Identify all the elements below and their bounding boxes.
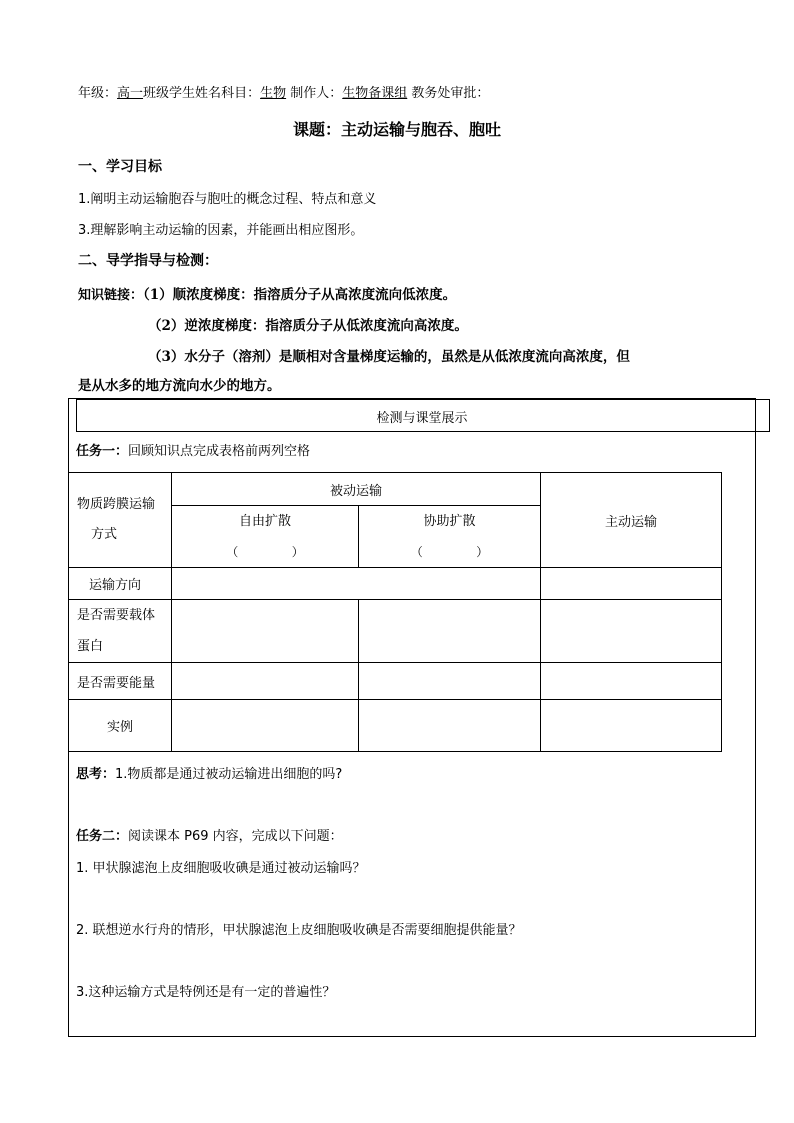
header-line xyxy=(78,82,489,101)
row-label-example: 实例 xyxy=(69,700,172,752)
task2-text: 阅读课本 P69 内容，完成以下问题： xyxy=(128,829,343,844)
approval-label: 教务处审批： xyxy=(407,86,490,101)
knowledge-label: 知识链接： xyxy=(78,288,144,303)
cell-direction-active[interactable] xyxy=(541,568,722,600)
grade-value: 高一 xyxy=(117,86,144,101)
class-label: 班级 xyxy=(143,86,170,101)
cell-carrier-assisted[interactable] xyxy=(359,600,541,663)
task1-text: 回顾知识点完成表格前两列空格 xyxy=(128,444,311,459)
row-label-carrier xyxy=(69,600,172,663)
student-label: 学生姓名 xyxy=(169,86,222,101)
task2-question-3: 3.这种运输方式是特例还是有一定的普遍性？ xyxy=(76,985,336,1000)
knowledge-point-2: （2）逆浓度梯度：指溶质分子从低浓度流向高浓度。 xyxy=(148,318,468,334)
row-label-carrier-line2: 蛋白 xyxy=(77,639,104,654)
grade-label: 年级： xyxy=(78,86,118,101)
think-label: 思考： xyxy=(76,767,116,782)
maker-value: 生物备课组 xyxy=(342,86,408,101)
subject-label: 科目： xyxy=(221,86,261,101)
table-header-passive: 被动运输 xyxy=(172,473,541,506)
goal-item-1: 1.阐明主动运输胞吞与胞吐的概念过程、特点和意义 xyxy=(78,192,377,207)
section-heading-guide: 二、导学指导与检测： xyxy=(78,253,218,269)
box-title: 检测与课堂展示 xyxy=(376,411,468,426)
assisted-diffusion-label: 协助扩散 xyxy=(423,513,476,529)
subject-value: 生物 xyxy=(260,86,287,101)
task2-line xyxy=(76,825,343,844)
goal-item-2: 3.理解影响主动运输的因素，并能画出相应图形。 xyxy=(78,223,364,238)
row-label-carrier-line1: 是否需要载体 xyxy=(77,608,156,623)
table-header-free-diffusion xyxy=(172,506,359,568)
knowledge-point-3a: （3）水分子（溶剂）是顺相对含量梯度运输的，虽然是从低浓度流向高浓度，但 xyxy=(148,349,630,365)
row-label-direction: 运输方向 xyxy=(69,568,172,600)
cell-energy-active[interactable] xyxy=(541,663,722,700)
cell-energy-free[interactable] xyxy=(172,663,359,700)
task2-question-2: 2. 联想逆水行舟的情形，甲状腺滤泡上皮细胞吸收碘是否需要细胞提供能量？ xyxy=(76,923,522,938)
think-line xyxy=(76,763,342,782)
cell-example-free[interactable] xyxy=(172,700,359,752)
assisted-diffusion-blank[interactable]: （ ） xyxy=(410,544,489,559)
section-heading-goals: 一、学习目标 xyxy=(78,159,162,175)
knowledge-line-1 xyxy=(78,283,456,303)
think-text: 1.物质都是通过被动运输进出细胞的吗? xyxy=(115,767,343,782)
cell-example-active[interactable] xyxy=(541,700,722,752)
cell-direction-passive[interactable] xyxy=(172,568,541,600)
table-header-mode xyxy=(69,473,172,568)
table-header-assisted-diffusion xyxy=(359,506,541,568)
maker-label: 制作人： xyxy=(286,86,343,101)
table-header-active: 主动运输 xyxy=(541,473,722,568)
free-diffusion-label: 自由扩散 xyxy=(238,513,291,529)
row-header-line2: 方式 xyxy=(91,527,118,542)
row-header-line1: 物质跨膜运输 xyxy=(77,497,156,512)
page-title: 课题：主动运输与胞吞、胞吐 xyxy=(292,120,501,139)
cell-carrier-free[interactable] xyxy=(172,600,359,663)
free-diffusion-blank[interactable]: （ ） xyxy=(226,544,304,559)
row-label-energy: 是否需要能量 xyxy=(69,663,172,700)
task2-question-1: 1. 甲状腺滤泡上皮细胞吸收碘是通过被动运输吗？ xyxy=(76,861,366,876)
knowledge-point-3b: 是从水多的地方流向水少的地方。 xyxy=(78,378,281,394)
transport-table xyxy=(68,472,722,752)
knowledge-point-1: （1）顺浓度梯度：指溶质分子从高浓度流向低浓度。 xyxy=(143,287,457,303)
task1-label: 任务一： xyxy=(76,444,129,459)
cell-example-assisted[interactable] xyxy=(359,700,541,752)
cell-carrier-active[interactable] xyxy=(541,600,722,663)
task2-label: 任务二： xyxy=(76,829,129,844)
task1-line xyxy=(76,440,310,459)
cell-energy-assisted[interactable] xyxy=(359,663,541,700)
